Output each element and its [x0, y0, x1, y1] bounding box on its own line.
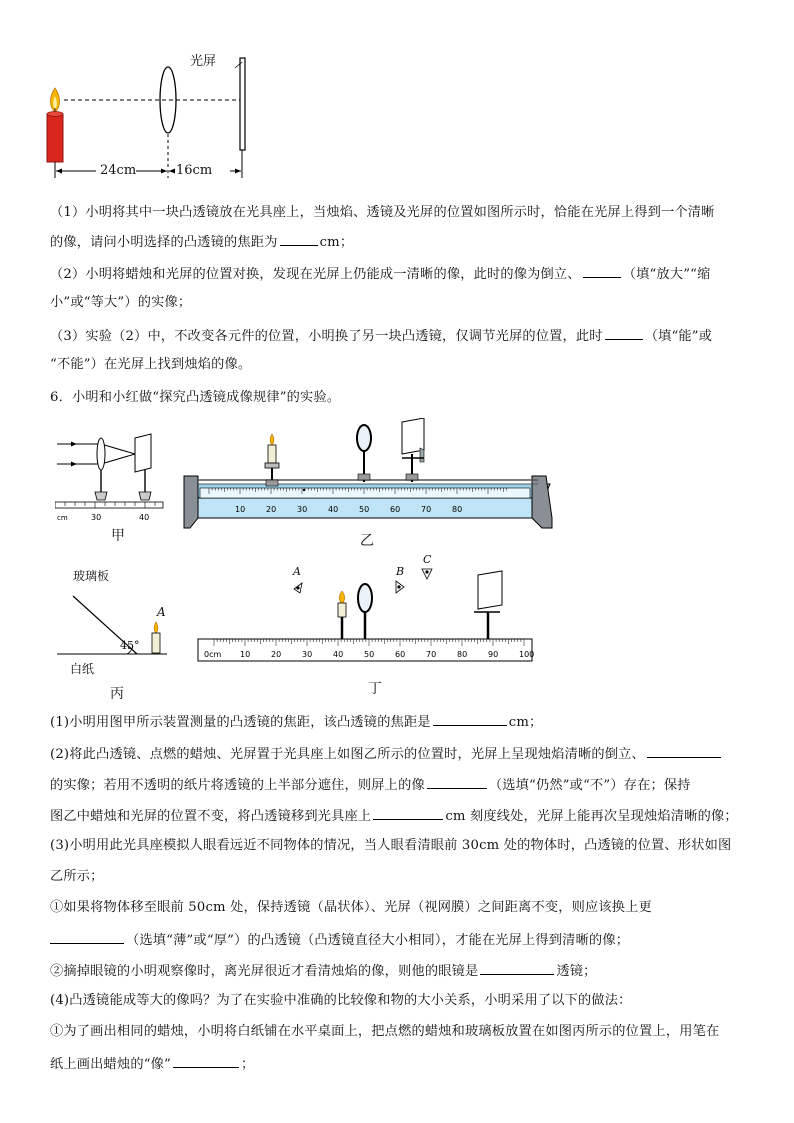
- q5-part3-line1: （3）实验（2）中，不改变各元件的位置，小明换了另一块凸透镜，仅调节光屏的位置，此时 （填“能”或: [50, 325, 750, 347]
- ding-marker-B-label: B: [396, 565, 405, 578]
- answer-blank[interactable]: [173, 1053, 239, 1068]
- ding-marker-A-label: A: [293, 565, 301, 578]
- ding-tick-label: 80: [457, 650, 468, 659]
- q6-sub3b: ②摘掉眼镜的小明观察像时，离光屏很近才看清烛焰的像，则他的眼镜是 透镜；: [50, 960, 750, 982]
- answer-blank[interactable]: [50, 929, 124, 944]
- yi-tick-label: 30: [297, 505, 308, 514]
- answer-blank[interactable]: [427, 774, 487, 789]
- ding-tick-label: 40: [333, 650, 344, 659]
- answer-blank[interactable]: [583, 263, 621, 278]
- glass-plate-label: 玻璃板: [73, 569, 110, 583]
- yi-tick-label: 70: [421, 505, 432, 514]
- figure-jia: [55, 430, 165, 525]
- yi-tick-label: 10: [235, 505, 246, 514]
- figure-ding-optical-bench: [190, 555, 540, 667]
- figure-yi-optical-bench: [180, 418, 560, 533]
- yi-tick-label: 20: [266, 505, 277, 514]
- ding-tick-label: 90: [488, 650, 499, 659]
- q6-sub4-line1: (4)凸透镜能成等大的像吗？为了在实验中准确的比较像和物的大小关系，小明采用了以下的做法：: [50, 993, 632, 1008]
- q6-sub3-line1: (3)小明用此光具座模拟人眼看远近不同物体的情况，当人眼看清眼前 30cm 处的物体时，凸透镜的位置、形状如图: [50, 838, 732, 853]
- ding-marker-C-label: C: [423, 553, 432, 566]
- candle-icon: [47, 88, 63, 162]
- q6-sub2-line2: 的实像；若用不透明的纸片将透镜的上半部分遮住，则屏上的像 （选填“仍然”或“不”）存在；保持: [50, 774, 750, 796]
- q5-part1-line2: 的像，请问小明选择的凸透镜的焦距为 cm；: [50, 231, 750, 253]
- top-lens-figure: [40, 50, 270, 190]
- screen-icon: [402, 418, 424, 482]
- screen-label: 光屏: [190, 54, 217, 69]
- ding-tick-label: 30: [302, 650, 313, 659]
- ding-tick-label: 10: [240, 650, 251, 659]
- q6-sub3a-line2: （选填“薄”或“厚”）的凸透镜（凸透镜直径大小相同），才能在光屏上得到清晰的像；: [50, 929, 750, 951]
- q6-sub2-line1: (2)将此凸透镜、点燃的蜡烛、光屏置于光具座上如图乙所示的位置时，光屏上呈现烛焰清晰的倒立、: [50, 743, 750, 765]
- screen-icon: [135, 434, 151, 472]
- ding-tick-label: 60: [395, 650, 406, 659]
- ding-tick-label: 0cm: [204, 650, 222, 659]
- ding-tick-label: 100: [519, 650, 535, 659]
- q5-part3-line2: “不能”）在光屏上找到烛焰的像。: [50, 357, 252, 372]
- screen-icon: [240, 58, 245, 150]
- convex-lens-icon: [97, 438, 105, 470]
- answer-blank[interactable]: [480, 960, 554, 975]
- answer-blank[interactable]: [373, 805, 443, 820]
- ding-tick-label: 70: [426, 650, 437, 659]
- screen-icon: [474, 571, 502, 639]
- yi-tick-label: 50: [359, 505, 370, 514]
- candle-icon: [265, 434, 279, 486]
- q6-sub4a-line2: 纸上画出蜡烛的“像” ；: [50, 1053, 750, 1075]
- answer-blank[interactable]: [647, 743, 721, 758]
- eye-marker-B-icon: [396, 581, 404, 593]
- ding-tick-label: 50: [364, 650, 375, 659]
- jia-tick-40: 40: [139, 513, 150, 522]
- eye-marker-A-icon: [294, 583, 302, 593]
- jia-tick-cm: cm: [57, 514, 68, 522]
- eye-marker-C-icon: [422, 569, 432, 579]
- answer-blank[interactable]: [605, 325, 643, 340]
- figure-bing-label: 丙: [110, 686, 124, 702]
- answer-blank[interactable]: [433, 711, 507, 726]
- q5-part2-line1: （2）小明将蜡烛和光屏的位置对换，发现在光屏上仍能成一清晰的像，此时的像为倒立、 （填“放大”“缩: [50, 263, 750, 285]
- yi-tick-label: 40: [328, 505, 339, 514]
- candle-icon: [338, 591, 346, 639]
- yi-tick-label: 80: [452, 505, 463, 514]
- angle-label: 45°: [120, 639, 140, 652]
- convex-lens-icon: [357, 425, 371, 482]
- q5-part1-line1: （1）小明将其中一块凸透镜放在光具座上，当烛焰、透镜及光屏的位置如图所示时，恰能在光屏上得到一个清晰: [50, 205, 715, 220]
- yi-tick-label: 60: [390, 505, 401, 514]
- white-paper-label: 白纸: [70, 662, 95, 676]
- q6-sub2-line3: 图乙中蜡烛和光屏的位置不变，将凸透镜移到光具座上 cm 刻度线处，光屏上能再次呈现烛焰清晰的像；: [50, 805, 750, 827]
- ding-tick-label: 20: [271, 650, 282, 659]
- q6-title: 6．小明和小红做“探究凸透镜成像规律”的实验。: [50, 390, 341, 405]
- candle-icon: [152, 622, 160, 653]
- figure-ding-label: 丁: [368, 681, 382, 697]
- q5-part2-line2: 小”或“等大”）的实像；: [50, 295, 192, 310]
- q6-sub4a-line1: ①为了画出相同的蜡烛，小明将白纸铺在水平桌面上，把点燃的蜡烛和玻璃板放置在如图丙所示的位置上，用笔在: [50, 1024, 720, 1039]
- q6-sub1: (1)小明用图甲所示装置测量的凸透镜的焦距，该凸透镜的焦距是 cm；: [50, 711, 750, 733]
- answer-blank[interactable]: [280, 231, 318, 246]
- bing-candle-label-A: A: [157, 605, 166, 619]
- distance-left-label: 24cm: [100, 163, 137, 178]
- q6-sub3-line2: 乙所示；: [50, 869, 104, 884]
- distance-right-label: 16cm: [176, 163, 213, 178]
- figure-yi-label: 乙: [360, 533, 374, 549]
- jia-tick-30: 30: [91, 513, 102, 522]
- q6-sub3a-line1: ①如果将物体移至眼前 50cm 处，保持透镜（晶状体）、光屏（视网膜）之间距离不变，则应该换上更: [50, 900, 652, 915]
- figure-jia-label: 甲: [111, 528, 125, 544]
- convex-lens-icon: [358, 584, 372, 639]
